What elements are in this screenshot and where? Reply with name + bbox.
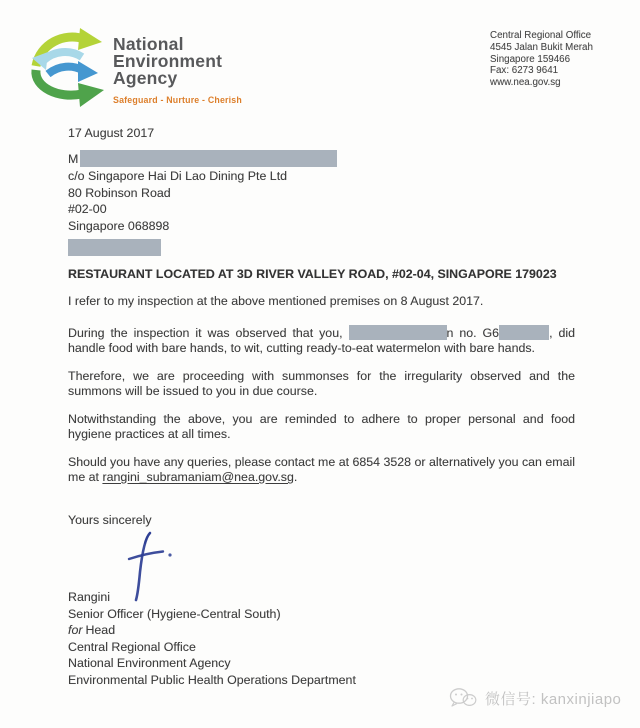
subject-line: RESTAURANT LOCATED AT 3D RIVER VALLEY ROAD, #02-04, SINGAPORE 179023	[68, 267, 557, 281]
paragraph-5	[68, 455, 575, 485]
recipient-address-line: #02-00	[68, 202, 107, 217]
letter-date: 17 August 2017	[68, 126, 155, 140]
paragraph-2-text: n no. G6	[446, 326, 500, 340]
paragraph-1: I refer to my inspection at the above mentioned premises on 8 August 2017.	[68, 294, 484, 308]
officer-name: Rangini	[68, 590, 111, 604]
logo-name-line: National	[113, 34, 184, 54]
closing-salutation: Yours sincerely	[68, 513, 152, 527]
nea-logo-arrows-icon	[26, 24, 110, 108]
paragraph-5-text: .	[293, 469, 298, 484]
for-head-line	[68, 622, 575, 639]
head-word: Head	[85, 623, 116, 638]
office-address-line: Central Regional Office	[490, 30, 592, 41]
signoff-block	[68, 589, 575, 689]
redaction-box	[499, 325, 549, 340]
wechat-icon	[448, 686, 478, 710]
paragraph-4: Notwithstanding the above, you are reminded to adhere to proper personal and food hygiene practices at all times.	[68, 412, 575, 441]
office-website: www.nea.gov.sg	[490, 77, 561, 89]
recipient-address-line: 80 Robinson Road	[68, 185, 171, 200]
office-address-line: Fax: 6273 9641	[490, 65, 559, 77]
recipient-name-line	[68, 150, 575, 168]
department-line: Central Regional Office	[68, 639, 196, 654]
officer-title: Senior Officer (Hygiene-Central South)	[68, 606, 281, 621]
office-address-line: Singapore 159466	[490, 53, 571, 65]
recipient-name-prefix: M	[68, 152, 79, 166]
office-address-line: 4545 Jalan Bukit Merah	[490, 41, 593, 53]
logo-tagline: Safeguard - Nurture - Cherish	[113, 95, 242, 105]
recipient-address	[68, 150, 575, 235]
recipient-address-line: c/o Singapore Hai Di Lao Dining Pte Ltd	[68, 168, 288, 183]
redaction-box	[80, 150, 337, 167]
paragraph-3: Therefore, we are proceeding with summonses for the irregularity observed and the summons will be issued to you in due course.	[68, 369, 575, 398]
nea-logo-wordmark	[113, 36, 242, 109]
paragraph-2	[68, 325, 575, 356]
watermark-text: 微信号: kanxinjiapo	[485, 690, 622, 708]
logo-name-line: Agency	[113, 68, 178, 88]
wechat-watermark	[448, 686, 621, 710]
logo-name-line: Environment	[113, 51, 223, 71]
recipient-address-line: Singapore 068898	[68, 219, 170, 234]
paragraph-2-text: During the inspection it was observed that you,	[68, 326, 349, 340]
redaction-box	[349, 325, 447, 340]
for-word: for	[68, 623, 83, 638]
department-line: National Environment Agency	[68, 656, 231, 671]
paragraph-5-text: Should you have any queries, please contact me at 6854 3528 or alternatively you can email me at	[68, 455, 575, 484]
office-address-block	[490, 30, 593, 89]
department-line: Environmental Public Health Operations Department	[68, 672, 356, 687]
redaction-box	[68, 239, 161, 256]
email-address: rangini_subramaniam@nea.gov.sg	[102, 469, 294, 484]
paragraph-2-text: , did handle food with bare hands, to wit, cutting ready-to-eat watermelon with bare hands.	[68, 326, 576, 355]
